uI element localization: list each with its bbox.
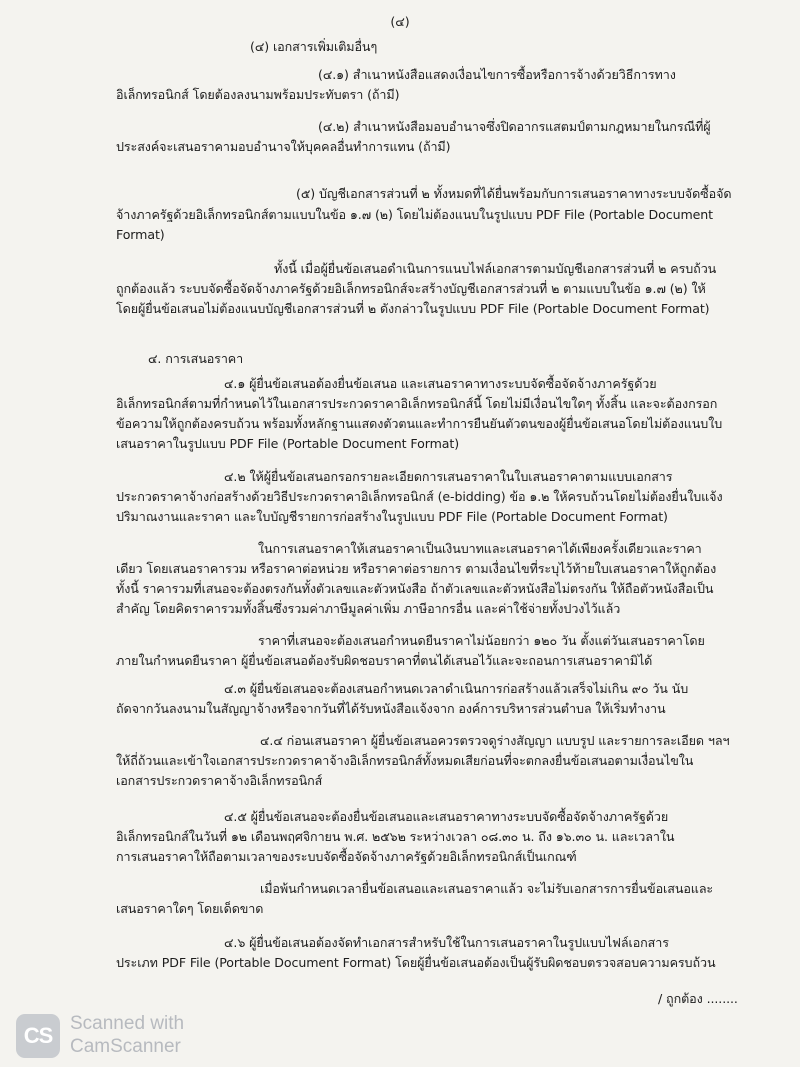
text-line: ข้อความให้ถูกต้องครบถ้วน พร้อมทั้งหลักฐานแสดงตัวตนและทำการยืนยันตัวตนของผู้ยื่นข้อเสนอโดยไม่ต้องแนบใบ xyxy=(116,416,723,431)
watermark-line2: CamScanner xyxy=(70,1036,181,1057)
text-line: จ้างภาครัฐด้วยอิเล็กทรอนิกส์ตามแบบในข้อ ๑.๗ (๒) โดยไม่ต้องแนบในรูปแบบ PDF File (Portable Document xyxy=(116,207,713,222)
text-line: ทั้งนี้ เมื่อผู้ยื่นข้อเสนอดำเนินการแนบไฟล์เอกสารตามบัญชีเอกสารส่วนที่ ๒ ครบถ้วน xyxy=(274,261,717,276)
text-line: อิเล็กทรอนิกส์ตามที่กำหนดไว้ในเอกสารประกวดราคาอิเล็กทรอนิกส์นี้ โดยไม่มีเงื่อนไขใดๆ ทั้งสิ้น และจะต้องกรอก xyxy=(116,396,718,411)
text-line: ถูกต้องแล้ว ระบบจัดซื้อจัดจ้างภาครัฐด้วยอิเล็กทรอนิกส์จะสร้างบัญชีเอกสารส่วนที่ ๒ ตามแบบในข้อ ๑.๗ (๒) ให้ xyxy=(116,281,706,296)
text-line: การเสนอราคาให้ถือตามเวลาของระบบจัดซื้อจัดจ้างภาครัฐด้วยอิเล็กทรอนิกส์เป็นเกณฑ์ xyxy=(116,849,577,864)
text-line: อิเล็กทรอนิกส์ในวันที่ ๑๒ เดือนพฤศจิกายน พ.ศ. ๒๕๖๒ ระหว่างเวลา ๐๘.๓๐ น. ถึง ๑๖.๓๐ น. และเวลาใน xyxy=(116,829,675,844)
text-line: เอกสารประกวดราคาจ้างอิเล็กทรอนิกส์ xyxy=(116,773,323,788)
text-line: ภายในกำหนดยืนราคา ผู้ยื่นข้อเสนอต้องรับผิดชอบราคาที่ตนได้เสนอไว้และจะถอนการเสนอราคามิได้ xyxy=(116,653,653,668)
watermark-line1: Scanned with xyxy=(70,1013,185,1034)
text-line: ในการเสนอราคาให้เสนอราคาเป็นเงินบาทและเสนอราคาได้เพียงครั้งเดียวและราคา xyxy=(258,541,702,556)
text-line: (๔.๑) สำเนาหนังสือแสดงเงื่อนไขการซื้อหรือการจ้างด้วยวิธีการทาง xyxy=(318,67,676,82)
camscanner-logo-icon: CS xyxy=(16,1014,60,1058)
text-line: ประกวดราคาจ้างก่อสร้างด้วยวิธีประกวดราคาอิเล็กทรอนิกส์ (e-bidding) ข้อ ๑.๒ ให้ครบถ้วนโดยไม่ต้องยื่นใบแจ้ง xyxy=(116,489,723,504)
text-line: ๔.๕ ผู้ยื่นข้อเสนอจะต้องยื่นข้อเสนอและเสนอราคาทางระบบจัดซื้อจัดจ้างภาครัฐด้วย xyxy=(224,809,669,824)
page-number: (๔) xyxy=(390,14,410,29)
text-line: เสนอราคาในรูปแบบ PDF File (Portable Document Format) xyxy=(116,436,460,451)
text-line: (๔.๒) สำเนาหนังสือมอบอำนาจซึ่งปิดอากรแสตมป์ตามกฎหมายในกรณีที่ผู้ xyxy=(318,119,711,134)
text-line: ๔.๔ ก่อนเสนอราคา ผู้ยื่นข้อเสนอควรตรวจดูร่างสัญญา แบบรูป และรายการละเอียด ฯลฯ xyxy=(260,733,730,748)
text-line: / ถูกต้อง ........ xyxy=(658,991,738,1006)
text-line: ทั้งนี้ ราคารวมที่เสนอจะต้องตรงกันทั้งตัวเลขและตัวหนังสือ ถ้าตัวเลขและตัวหนังสือไม่ตรงกัน ให้ถือตัวหนังสือเป็น xyxy=(116,581,714,596)
text-line: สำคัญ โดยคิดราคารวมทั้งสิ้นซึ่งรวมค่าภาษีมูลค่าเพิ่ม ภาษีอากรอื่น และค่าใช้จ่ายทั้งปวงไว้แล้ว xyxy=(116,601,621,616)
text-line: Format) xyxy=(116,227,165,242)
text-line: เมื่อพ้นกำหนดเวลายื่นข้อเสนอและเสนอราคาแล้ว จะไม่รับเอกสารการยื่นข้อเสนอและ xyxy=(260,881,714,896)
text-line: (๔) เอกสารเพิ่มเติมอื่นๆ xyxy=(250,39,378,54)
text-line: ๔.๒ ให้ผู้ยื่นข้อเสนอกรอกรายละเอียดการเสนอราคาในใบเสนอราคาตามแบบเอกสาร xyxy=(224,469,673,484)
text-line: ๔. การเสนอราคา xyxy=(148,351,244,366)
text-line: ประสงค์จะเสนอราคามอบอำนาจให้บุคคลอื่นทำการแทน (ถ้ามี) xyxy=(116,139,451,154)
text-line: ให้ถี่ถ้วนและเข้าใจเอกสารประกวดราคาจ้างอิเล็กทรอนิกส์ทั้งหมดเสียก่อนที่จะตกลงยื่นข้อเสนอตามเงื่อนไขใน xyxy=(116,753,694,768)
camscanner-watermark xyxy=(16,1012,246,1060)
text-line: ๔.๓ ผู้ยื่นข้อเสนอจะต้องเสนอกำหนดเวลาดำเนินการก่อสร้างแล้วเสร็จไม่เกิน ๙๐ วัน นับ xyxy=(224,681,689,696)
text-line: ๔.๖ ผู้ยื่นข้อเสนอต้องจัดทำเอกสารสำหรับใช้ในการเสนอราคาในรูปแบบไฟล์เอกสาร xyxy=(224,935,669,950)
text-line: (๕) บัญชีเอกสารส่วนที่ ๒ ทั้งหมดที่ได้ยื่นพร้อมกับการเสนอราคาทางระบบจัดซื้อจัด xyxy=(296,186,732,201)
text-line: เดียว โดยเสนอราคารวม หรือราคาต่อหน่วย หรือราคาต่อรายการ ตามเงื่อนไขที่ระบุไว้ท้ายใบเสนอราคาให้ถูกต้อง xyxy=(116,561,717,576)
text-line: อิเล็กทรอนิกส์ โดยต้องลงนามพร้อมประทับตรา (ถ้ามี) xyxy=(116,87,400,102)
watermark-text xyxy=(70,1012,184,1058)
text-line: ปริมาณงานและราคา และใบบัญชีรายการก่อสร้างในรูปแบบ PDF File (Portable Document Format) xyxy=(116,509,668,524)
text-line: ประเภท PDF File (Portable Document Format) โดยผู้ยื่นข้อเสนอต้องเป็นผู้รับผิดชอบตรวจสอบความครบถ้วน xyxy=(116,955,716,970)
text-line: ๔.๑ ผู้ยื่นข้อเสนอต้องยื่นข้อเสนอ และเสนอราคาทางระบบจัดซื้อจัดจ้างภาครัฐด้วย xyxy=(224,376,657,391)
text-line: ถัดจากวันลงนามในสัญญาจ้างหรือจากวันที่ได้รับหนังสือแจ้งจาก องค์การบริหารส่วนตำบล ให้เริ่มทำงาน xyxy=(116,701,666,716)
text-line: เสนอราคาใดๆ โดยเด็ดขาด xyxy=(116,901,264,916)
text-line: โดยผู้ยื่นข้อเสนอไม่ต้องแนบบัญชีเอกสารส่วนที่ ๒ ดังกล่าวในรูปแบบ PDF File (Portable Document Format) xyxy=(116,301,710,316)
text-line: ราคาที่เสนอจะต้องเสนอกำหนดยืนราคาไม่น้อยกว่า ๑๒๐ วัน ตั้งแต่วันเสนอราคาโดย xyxy=(258,633,705,648)
